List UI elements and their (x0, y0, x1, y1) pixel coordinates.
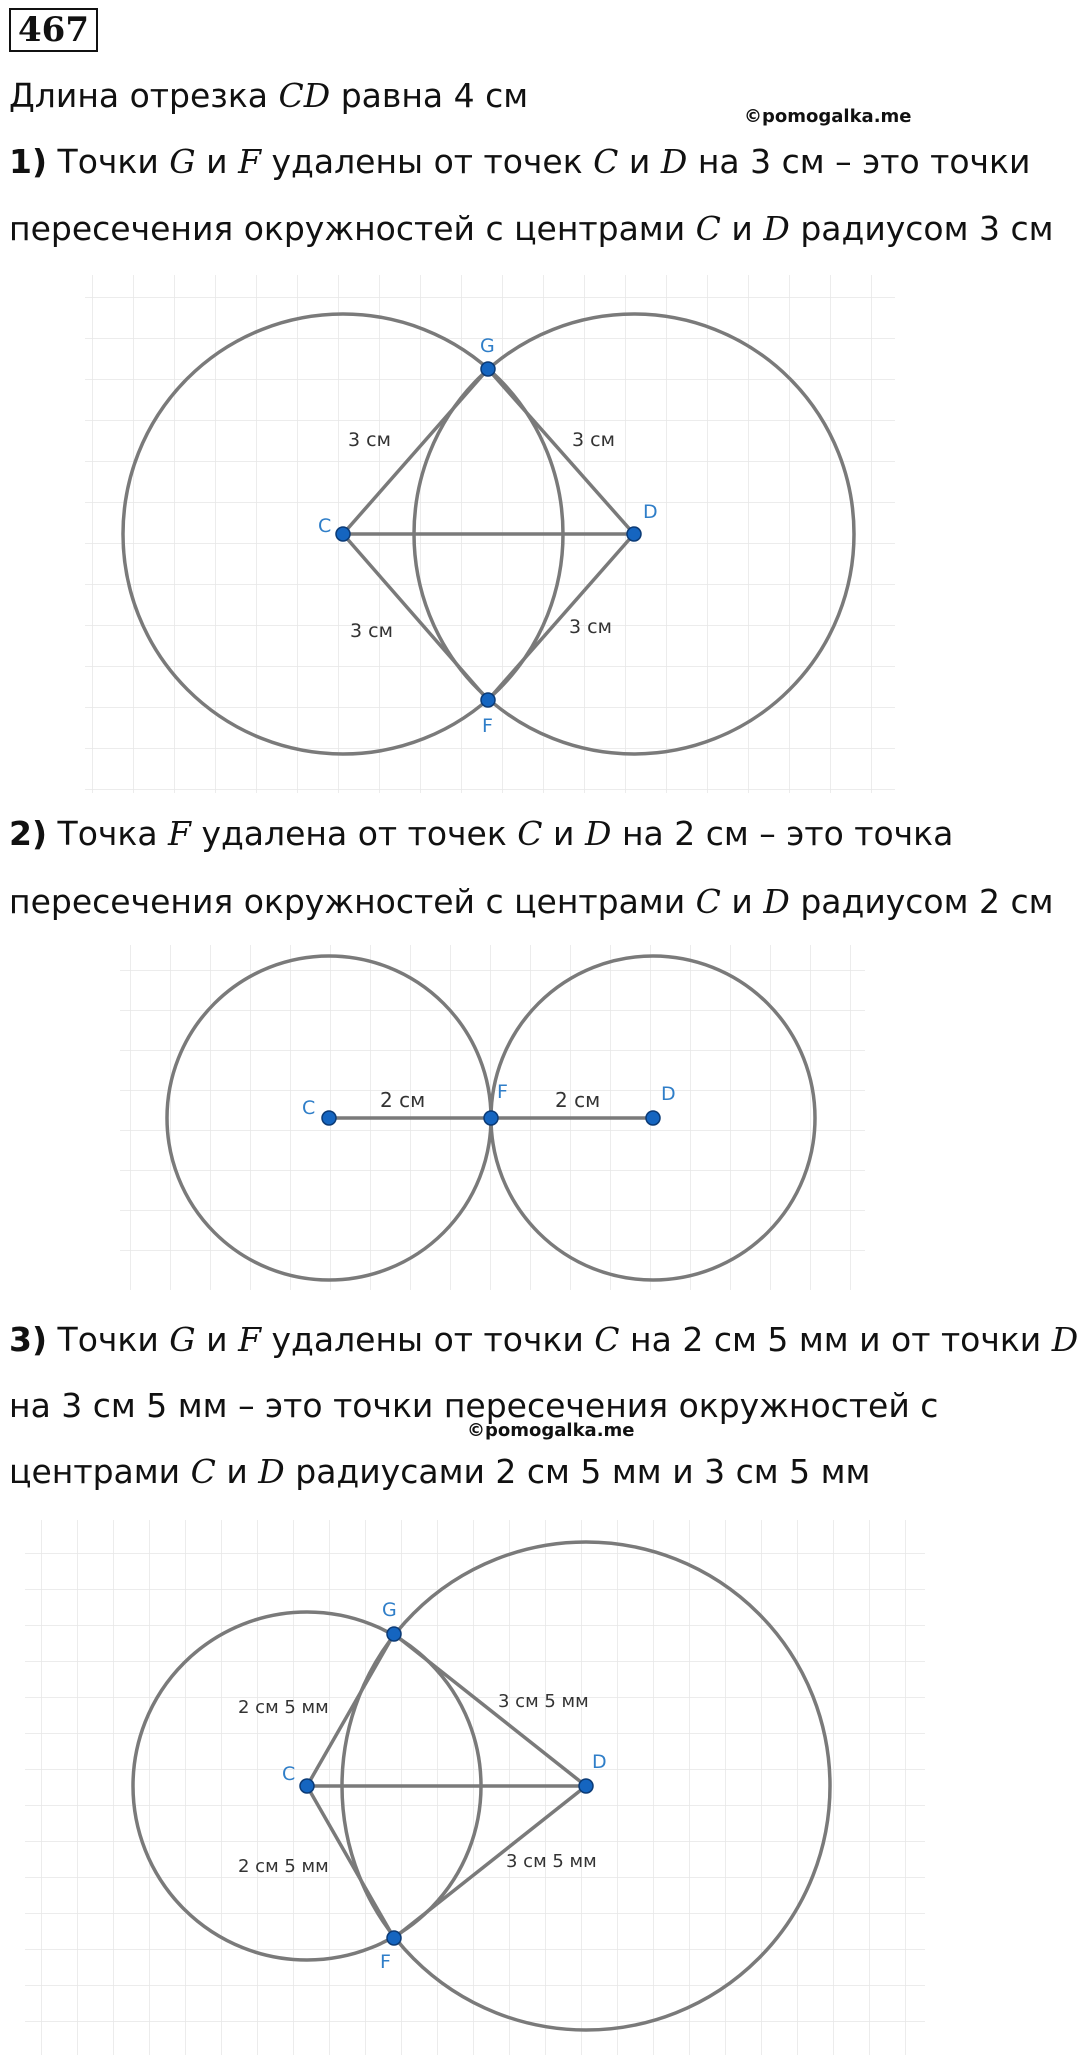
label-d: D (643, 501, 658, 523)
dim-dg: 3 см (572, 429, 615, 451)
label-g: G (480, 335, 495, 357)
figure2-diagram (0, 940, 960, 1300)
point-d (646, 1111, 660, 1125)
intro-line: Длина отрезка CD равна 4 см (9, 76, 529, 115)
label-f: F (497, 1081, 508, 1103)
label-f: F (482, 715, 493, 737)
dim-cg: 2 см 5 мм (238, 1697, 329, 1718)
point-c (300, 1779, 314, 1793)
section2-line1: 2) Точка F удалена от точек C и D на 2 см – это точка (9, 814, 954, 853)
label-g: G (382, 1599, 397, 1621)
watermark: ©pomogalka.me (467, 1420, 635, 1441)
section1-line1: 1) Точки G и F удалены от точек C и D на 3 см – это точки (9, 142, 1031, 181)
point-g (481, 362, 495, 376)
point-c (322, 1111, 336, 1125)
point-d (627, 527, 641, 541)
point-f (387, 1931, 401, 1945)
dim-dg: 3 см 5 мм (498, 1691, 589, 1712)
figure1-diagram (0, 270, 960, 800)
dim-cg: 3 см (348, 429, 391, 451)
label-f: F (380, 1951, 391, 1973)
label-c: C (318, 515, 332, 537)
section2-line2: пересечения окружностей с центрами C и D радиусом 2 см (9, 882, 1054, 921)
label-c: C (302, 1097, 316, 1119)
section3-line2: на 3 см 5 мм – это точки пересечения окружностей с (9, 1386, 939, 1425)
dim-fd: 2 см (555, 1088, 601, 1112)
point-d (579, 1779, 593, 1793)
dim-cf: 2 см (380, 1088, 426, 1112)
watermark: ©pomogalka.me (744, 106, 912, 127)
label-d: D (661, 1083, 676, 1105)
dim-df: 3 см (569, 616, 612, 638)
point-c (336, 527, 350, 541)
dim-df: 3 см 5 мм (506, 1851, 597, 1872)
point-g (387, 1627, 401, 1641)
section1-line2: пересечения окружностей с центрами C и D радиусом 3 см (9, 209, 1054, 248)
section3-line3: центрами C и D радиусами 2 см 5 мм и 3 см 5 мм (9, 1452, 871, 1491)
label-d: D (592, 1751, 607, 1773)
dim-cf: 2 см 5 мм (238, 1856, 329, 1877)
section3-line1: 3) Точки G и F удалены от точки C на 2 см 5 мм и от точки D (9, 1320, 1078, 1359)
label-c: C (282, 1763, 296, 1785)
point-f (484, 1111, 498, 1125)
dim-cf: 3 см (350, 620, 393, 642)
problem-number: 467 (9, 8, 98, 52)
figure3-diagram (0, 1515, 960, 2060)
point-f (481, 693, 495, 707)
